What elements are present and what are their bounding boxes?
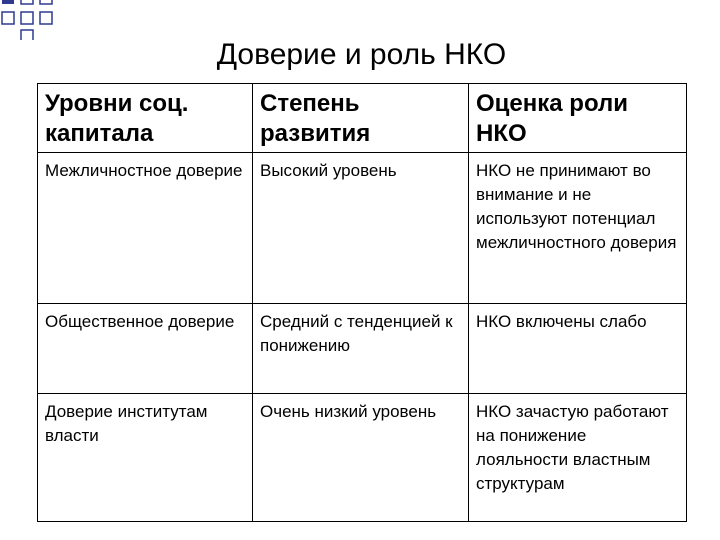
table-row [38, 304, 687, 394]
square-1 [2, 0, 14, 4]
slide-title: Доверие и роль НКО [216, 38, 507, 71]
cell-level: Общественное доверие [38, 304, 253, 394]
cell-development: Средний с тенденцией к понижению [253, 304, 469, 394]
square-3 [40, 0, 52, 4]
cell-development: Очень низкий уровень [253, 394, 469, 522]
social-capital-table [37, 83, 687, 522]
header-ngo-role-assessment: Оценка роли НКО [469, 84, 687, 153]
cell-level: Доверие институтам власти [38, 394, 253, 522]
cell-level: Межличностное доверие [38, 153, 253, 304]
square-5 [21, 12, 33, 24]
cell-assessment: НКО зачастую работают на понижение лояльности властным структурам [469, 394, 687, 522]
cell-development: Высокий уровень [253, 153, 469, 304]
decorative-squares [0, 0, 56, 40]
cell-assessment: НКО включены слабо [469, 304, 687, 394]
square-2 [21, 0, 33, 4]
header-development-degree: Степень развития [253, 84, 469, 153]
square-4 [2, 12, 14, 24]
square-6 [40, 12, 52, 24]
table-row [38, 394, 687, 522]
header-social-capital-level: Уровни соц. капитала [38, 84, 253, 153]
table-header-row [38, 84, 687, 153]
cell-assessment: НКО не принимают во внимание и не используют потенциал межличностного доверия [469, 153, 687, 304]
table-row [38, 153, 687, 304]
